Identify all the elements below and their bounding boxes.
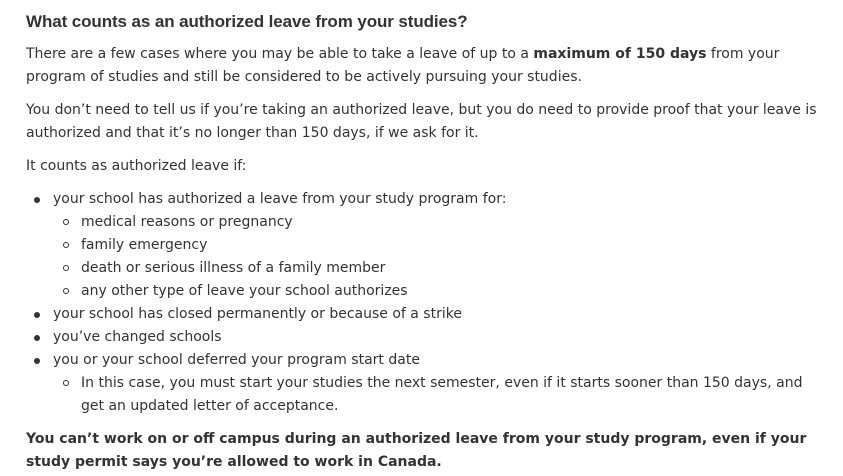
sublist-item [53, 234, 827, 257]
authorized-leave-list [26, 188, 827, 418]
sublist-item-text: medical reasons or pregnancy [81, 214, 293, 230]
bullet-circle-icon [63, 288, 69, 294]
list-item [26, 349, 827, 418]
bullet-circle-icon [63, 265, 69, 271]
intro-paragraph [26, 43, 827, 89]
bullet-disc-icon [34, 312, 40, 318]
bullet-disc-icon [34, 197, 40, 203]
list-item [26, 188, 827, 303]
sublist-item [53, 211, 827, 234]
sublist-item [53, 280, 827, 303]
sublist-item [53, 257, 827, 280]
sublist-item [53, 372, 827, 418]
intro-emphasis: maximum of 150 days [533, 46, 707, 62]
list-item-text: your school has closed permanently or because of a strike [53, 306, 462, 322]
sublist-item-text: any other type of leave your school authorizes [81, 283, 408, 299]
sublist-item-text: In this case, you must start your studies the next semester, even if it starts sooner than 150 days, and get an updated letter of acceptance. [81, 375, 803, 414]
leave-reasons-sublist [53, 211, 827, 303]
list-item-text: your school has authorized a leave from your study program for: [53, 191, 507, 207]
deferral-sublist [53, 372, 827, 418]
list-item [26, 303, 827, 326]
bullet-circle-icon [63, 219, 69, 225]
intro-text-end: from your program of studies and still be considered to be actively pursuing your studies. [26, 46, 780, 85]
proof-paragraph: You don’t need to tell us if you’re taking an authorized leave, but you do need to provide proof that your leave is authorized and that it’s no longer than 150 days, if we ask for it. [26, 102, 817, 141]
sublist-item-text: death or serious illness of a family member [81, 260, 386, 276]
bullet-circle-icon [63, 380, 69, 386]
bullet-circle-icon [63, 242, 69, 248]
bullet-disc-icon [34, 358, 40, 364]
list-item [26, 326, 827, 349]
section-heading: What counts as an authorized leave from your studies? [26, 12, 468, 31]
list-item-text: you’ve changed schools [53, 329, 222, 345]
list-intro-paragraph: It counts as authorized leave if: [26, 158, 247, 174]
intro-text-start: There are a few cases where you may be able to take a leave of up to a [26, 46, 534, 62]
bullet-disc-icon [34, 335, 40, 341]
list-item-text: you or your school deferred your program start date [53, 352, 420, 368]
sublist-item-text: family emergency [81, 237, 208, 253]
work-restriction-note: You can’t work on or off campus during an authorized leave from your study program, even if your study permit says you’re allowed to work in Canada. [26, 431, 807, 470]
